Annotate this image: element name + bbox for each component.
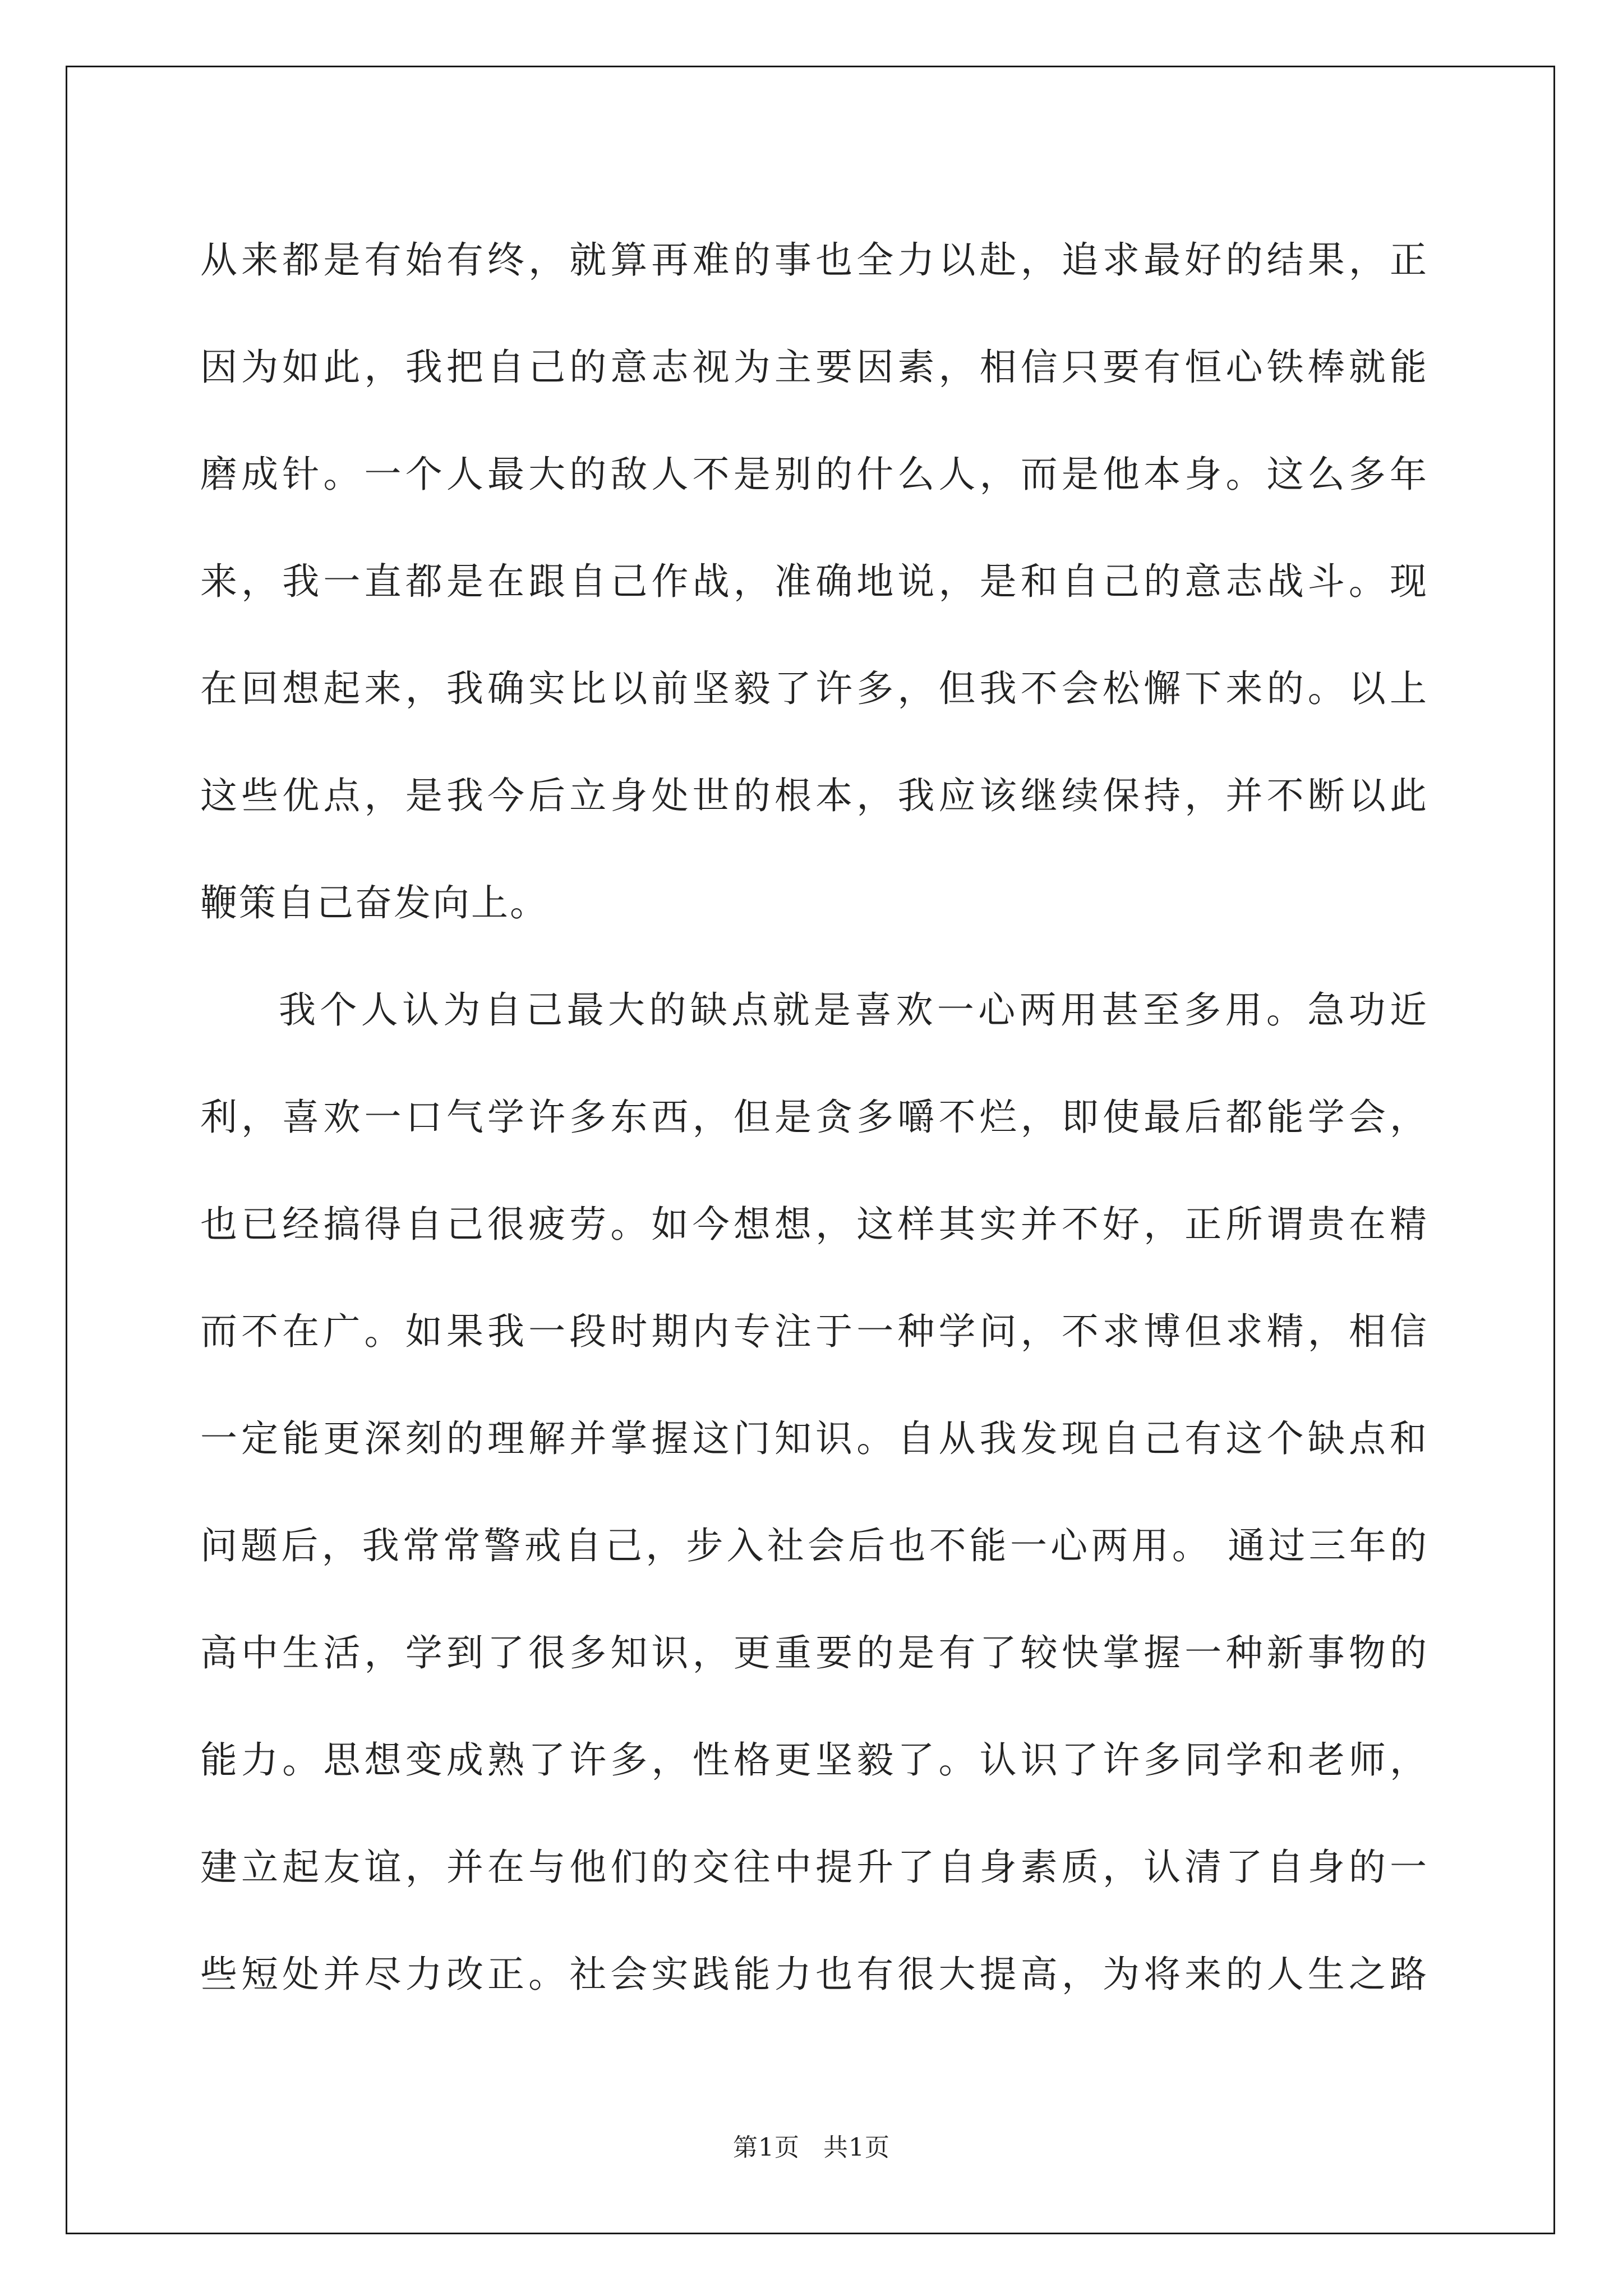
text-line: 磨成针。一个人最大的敌人不是别的什么人，而是他本身。这么多年 (200, 453, 1428, 496)
page-number: 第1页 (733, 2133, 800, 2162)
paragraph-first-line: 我个人认为自己最大的缺点就是喜欢一心两用甚至多用。急功近 (279, 988, 1428, 1032)
page-footer (0, 2127, 1623, 2163)
page-total: 共1页 (823, 2133, 890, 2162)
text-line: 也已经搞得自己很疲劳。如今想想，这样其实并不好，正所谓贵在精 (200, 1203, 1428, 1246)
text-line: 利，喜欢一口气学许多东西，但是贪多嚼不烂，即使最后都能学会， (200, 1096, 1428, 1139)
text-line: 从来都是有始有终，就算再难的事也全力以赴，追求最好的结果，正 (200, 238, 1428, 282)
text-line: 在回想起来，我确实比以前坚毅了许多，但我不会松懈下来的。以上 (200, 667, 1428, 710)
text-line: 一定能更深刻的理解并掌握这门知识。自从我发现自己有这个缺点和 (200, 1417, 1428, 1460)
text-line: 而不在广。如果我一段时期内专注于一种学问，不求博但求精，相信 (200, 1310, 1428, 1353)
text-line: 问题后，我常常警戒自己，步入社会后也不能一心两用。 通过三年的 (200, 1524, 1428, 1567)
text-line: 鞭策自己奋发向上。 (200, 881, 548, 924)
text-line: 这些优点，是我今后立身处世的根本，我应该继续保持，并不断以此 (200, 774, 1428, 817)
text-line: 能力。思想变成熟了许多，性格更坚毅了。认识了许多同学和老师， (200, 1738, 1428, 1782)
text-line: 因为如此，我把自己的意志视为主要因素，相信只要有恒心铁棒就能 (200, 346, 1428, 389)
text-line: 来，我一直都是在跟自己作战，准确地说，是和自己的意志战斗。现 (200, 560, 1428, 603)
text-line: 建立起友谊，并在与他们的交往中提升了自身素质，认清了自身的一 (200, 1846, 1428, 1889)
document-body (200, 206, 1428, 2028)
text-line: 些短处并尽力改正。社会实践能力也有很大提高，为将来的人生之路 (200, 1953, 1428, 1996)
text-line: 高中生活，学到了很多知识，更重要的是有了较快掌握一种新事物的 (200, 1631, 1428, 1674)
